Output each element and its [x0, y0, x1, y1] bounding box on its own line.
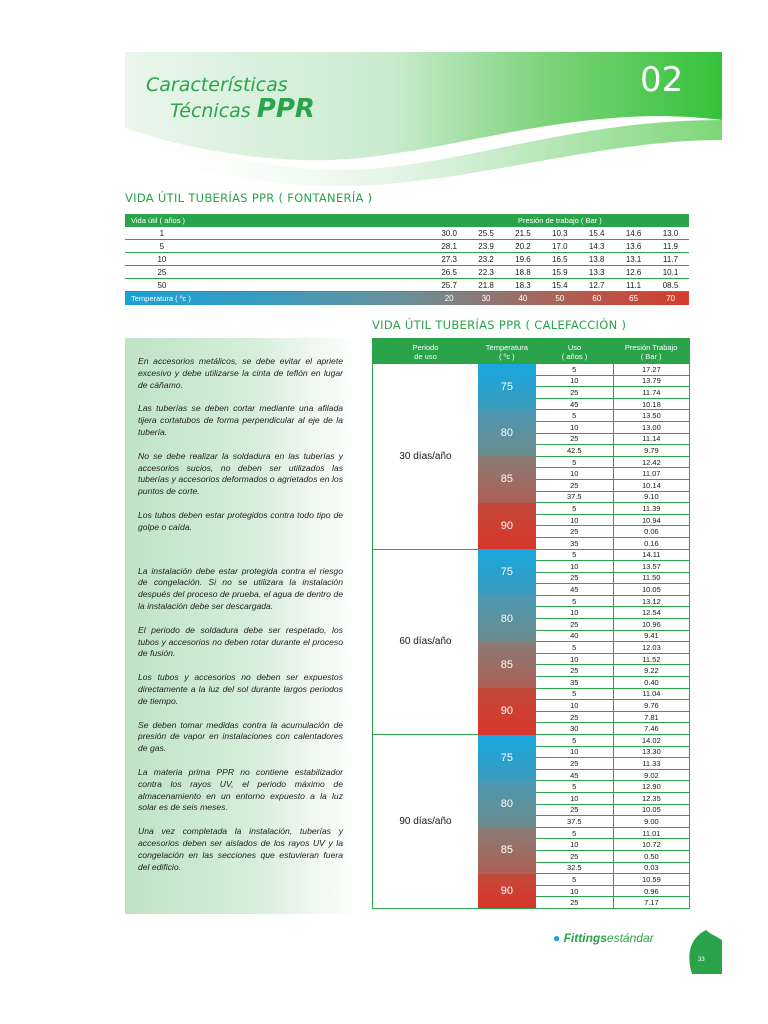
calefaccion-body	[373, 364, 690, 908]
presion-trabajo-cell: 12.42	[613, 456, 689, 468]
col-temp-label: Temperatura	[485, 342, 528, 352]
presion-trabajo-cell: 11.50	[613, 572, 689, 584]
presion-trabajo-cell: 11.33	[613, 758, 689, 770]
note-paragraph: Una vez completada la instalación, tuberías y accesorios deben ser aislados de los rayos UV y la congelación en las secciones que estuvieran fuera del edificio.	[138, 826, 343, 872]
temperatura-cell: 90	[478, 503, 536, 549]
temperatura-cell: 80	[478, 410, 536, 456]
col-vida-header: Vida útil ( años )	[125, 214, 431, 227]
presion-cell: 13.8	[578, 253, 615, 266]
uso-cell: 10	[536, 792, 614, 804]
periodo-cell: 30 días/año	[373, 364, 478, 549]
uso-cell: 25	[536, 897, 614, 909]
spacer-cell	[199, 266, 431, 279]
uso-cell: 45	[536, 769, 614, 781]
presion-trabajo-cell: 10.18	[613, 398, 689, 410]
uso-cell: 5	[536, 735, 614, 747]
presion-cell: 15.9	[541, 266, 578, 279]
fontaneria-row	[125, 279, 689, 292]
col-presion-sub: ( Bar )	[640, 351, 662, 361]
spacer-cell	[199, 292, 431, 306]
presion-trabajo-cell: 9.79	[613, 445, 689, 457]
presion-trabajo-cell: 17.27	[613, 364, 689, 375]
uso-cell: 25	[536, 479, 614, 491]
temperatura-cell: 90	[478, 874, 536, 909]
note-paragraph: La materia prima PPR no contiene estabilizador contra los rayos UV, el periodo máximo de almacenamiento en un entorno expuesto a la luz solar es de seis meses.	[138, 766, 343, 813]
uso-cell: 25	[536, 572, 614, 584]
notes-text	[138, 356, 343, 885]
page-title	[146, 74, 315, 124]
col-periodo-label: Periodo	[412, 342, 439, 352]
presion-trabajo-cell: 12.54	[613, 607, 689, 619]
uso-cell: 35	[536, 677, 614, 689]
vida-cell: 25	[125, 266, 199, 279]
fontaneria-body	[125, 227, 689, 305]
presion-trabajo-cell: 10.72	[613, 839, 689, 851]
presion-cell: 27.3	[431, 253, 468, 266]
col-temp-sub: ( ºc )	[499, 351, 515, 361]
presion-trabajo-cell: 11.39	[613, 503, 689, 515]
presion-trabajo-cell: 9.02	[613, 769, 689, 781]
presion-trabajo-cell: 10.05	[613, 804, 689, 816]
presion-cell: 21.8	[468, 279, 505, 292]
temperatura-cell: 85	[478, 827, 536, 873]
presion-cell: 13.1	[615, 253, 652, 266]
uso-cell: 25	[536, 526, 614, 538]
presion-trabajo-cell: 11.04	[613, 688, 689, 700]
uso-cell: 45	[536, 584, 614, 596]
note-paragraph: La instalación debe estar protegida contra el riesgo de congelación. Si no se utilizara la instalación después del proceso de prueba, el agua de dentro de la instalación debe ser descargada.	[138, 565, 343, 611]
presion-cell: 14.3	[578, 240, 615, 253]
presion-trabajo-cell: 9.10	[613, 491, 689, 503]
presion-cell: 21.5	[504, 227, 541, 240]
note-paragraph: En accesorios metálicos, se debe evitar el apriete excesivo y debe utilizarse la cinta de teflón en lugar de cáñamo.	[138, 356, 343, 390]
col-uso-sub: ( años )	[561, 351, 588, 361]
presion-cell: 28.1	[431, 240, 468, 253]
uso-cell: 5	[536, 642, 614, 654]
spacer-cell	[199, 227, 431, 240]
uso-cell: 35	[536, 537, 614, 549]
temperature-cell: 60	[592, 294, 602, 303]
uso-cell: 10	[536, 885, 614, 897]
presion-trabajo-cell: 10.14	[613, 479, 689, 491]
temperature-cell: 30	[481, 294, 491, 303]
spacer-cell	[199, 240, 431, 253]
presion-cell: 11.9	[652, 240, 689, 253]
uso-cell: 5	[536, 503, 614, 515]
presion-trabajo-cell: 13.12	[613, 595, 689, 607]
uso-cell: 10	[536, 468, 614, 480]
uso-cell: 5	[536, 827, 614, 839]
drop-icon: ●	[553, 931, 561, 945]
presion-trabajo-cell: 11.14	[613, 433, 689, 445]
presion-trabajo-cell: 11.52	[613, 653, 689, 665]
presion-cell: 16.5	[541, 253, 578, 266]
col-periodo-header	[373, 339, 478, 365]
uso-cell: 25	[536, 758, 614, 770]
calefaccion-row	[373, 364, 690, 375]
note-paragraph: Las tuberías se deben cortar mediante una afilada tijera cortatubos de forma perpendicular al eje de la tubería.	[138, 403, 343, 437]
uso-cell: 30	[536, 723, 614, 735]
uso-cell: 40	[536, 630, 614, 642]
spacer-cell	[199, 279, 431, 292]
presion-trabajo-cell: 10.94	[613, 514, 689, 526]
presion-cell: 13.3	[578, 266, 615, 279]
presion-trabajo-cell: 11.07	[613, 468, 689, 480]
fontaneria-row	[125, 253, 689, 266]
uso-cell: 10	[536, 561, 614, 573]
uso-cell: 25	[536, 850, 614, 862]
calefaccion-title: VIDA ÚTIL TUBERÍAS PPR ( CALEFACCIÓN )	[372, 318, 627, 332]
presion-cell: 13.0	[652, 227, 689, 240]
temperatura-cell: 90	[478, 688, 536, 734]
periodo-cell: 90 días/año	[373, 735, 478, 909]
note-paragraph: Los tubos deben estar protegidos contra todo tipo de golpe o caída.	[138, 509, 343, 532]
uso-cell: 25	[536, 665, 614, 677]
uso-cell: 25	[536, 804, 614, 816]
vida-cell: 10	[125, 253, 199, 266]
presion-cell: 18.8	[504, 266, 541, 279]
uso-cell: 10	[536, 653, 614, 665]
vida-cell: 5	[125, 240, 199, 253]
uso-cell: 5	[536, 874, 614, 886]
uso-cell: 5	[536, 688, 614, 700]
presion-cell: 14.6	[615, 227, 652, 240]
col-temp-header	[478, 339, 536, 365]
col-uso-header	[536, 339, 614, 365]
uso-cell: 45	[536, 398, 614, 410]
presion-cell: 23.2	[468, 253, 505, 266]
presion-cell: 30.0	[431, 227, 468, 240]
page-header	[0, 0, 768, 200]
presion-trabajo-cell: 0.06	[613, 526, 689, 538]
temperature-cell: 65	[629, 294, 639, 303]
uso-cell: 42.5	[536, 445, 614, 457]
presion-trabajo-cell: 9.00	[613, 816, 689, 828]
presion-trabajo-cell: 0.50	[613, 850, 689, 862]
presion-cell: 15.4	[578, 227, 615, 240]
temperature-cell: 20	[444, 294, 454, 303]
uso-cell: 5	[536, 781, 614, 793]
presion-cell: 10.1	[652, 266, 689, 279]
temperature-cell: 40	[518, 294, 528, 303]
presion-trabajo-cell: 13.50	[613, 410, 689, 422]
presion-cell: 12.7	[578, 279, 615, 292]
presion-cell: 20.2	[504, 240, 541, 253]
presion-trabajo-cell: 10.96	[613, 619, 689, 631]
uso-cell: 5	[536, 456, 614, 468]
title-line-2	[146, 96, 315, 124]
uso-cell: 25	[536, 711, 614, 723]
page-corner-leaf	[686, 930, 722, 974]
fontaneria-row	[125, 227, 689, 240]
fontaneria-title: VIDA ÚTIL TUBERÍAS PPR ( FONTANERÍA )	[125, 191, 373, 205]
presion-trabajo-cell: 13.79	[613, 375, 689, 387]
presion-cell: 26.5	[431, 266, 468, 279]
uso-cell: 10	[536, 421, 614, 433]
presion-trabajo-cell: 12.35	[613, 792, 689, 804]
presion-trabajo-cell: 11.01	[613, 827, 689, 839]
uso-cell: 25	[536, 387, 614, 399]
presion-cell: 23.9	[468, 240, 505, 253]
temperature-row	[125, 292, 689, 306]
note-paragraph: Los tubos y accesorios no deben ser expuestos directamente a la luz del sol durante largos periodos de tiempo.	[138, 672, 343, 706]
presion-trabajo-cell: 12.03	[613, 642, 689, 654]
col-uso-label: Uso	[567, 342, 582, 352]
presion-trabajo-cell: 13.00	[613, 421, 689, 433]
calefaccion-row	[373, 549, 690, 561]
uso-cell: 10	[536, 839, 614, 851]
temperatura-cell: 85	[478, 456, 536, 502]
presion-cell: 08.5	[652, 279, 689, 292]
col-presion-trabajo-header	[613, 339, 689, 365]
presion-trabajo-cell: 9.41	[613, 630, 689, 642]
presion-trabajo-cell: 0.03	[613, 862, 689, 874]
calefaccion-table	[372, 338, 690, 909]
uso-cell: 5	[536, 410, 614, 422]
calefaccion-header-row	[373, 339, 690, 365]
title-line-1: Características	[146, 74, 288, 96]
uso-cell: 10	[536, 514, 614, 526]
presion-trabajo-cell: 13.30	[613, 746, 689, 758]
vida-cell: 50	[125, 279, 199, 292]
uso-cell: 10	[536, 375, 614, 387]
temperatura-cell: 80	[478, 781, 536, 827]
presion-cell: 18.3	[504, 279, 541, 292]
presion-trabajo-cell: 0.16	[613, 537, 689, 549]
uso-cell: 5	[536, 364, 614, 375]
fontaneria-header-row	[125, 214, 689, 227]
presion-cell: 19.6	[504, 253, 541, 266]
uso-cell: 32.5	[536, 862, 614, 874]
note-paragraph: Se deben tomar medidas contra la acumulación de presión de vapor en instalaciones con calentadores de gas.	[138, 719, 343, 754]
note-paragraph: El periodo de soldadura debe ser respetado, los tubos y accesorios no deben rotar durante el proceso de fusión.	[138, 624, 343, 659]
presion-trabajo-cell: 0.40	[613, 677, 689, 689]
temperature-cell: 50	[555, 294, 565, 303]
temperature-label: Temperatura ( ºc )	[131, 294, 191, 303]
col-periodo-sub: de uso	[414, 351, 437, 361]
presion-trabajo-cell: 10.05	[613, 584, 689, 596]
presion-cell: 25.5	[468, 227, 505, 240]
periodo-cell: 60 días/año	[373, 549, 478, 735]
header-wave-graphic	[0, 0, 768, 200]
title-tecnicas: Técnicas	[170, 100, 251, 122]
temperatura-cell: 75	[478, 735, 536, 781]
brand-logo	[553, 931, 654, 945]
temperatura-cell: 75	[478, 549, 536, 595]
temperatura-cell: 75	[478, 364, 536, 410]
uso-cell: 37.5	[536, 816, 614, 828]
presion-cell: 15.4	[541, 279, 578, 292]
presion-cell: 25.7	[431, 279, 468, 292]
presion-trabajo-cell: 7.81	[613, 711, 689, 723]
brand-part-b: estándar	[606, 931, 654, 945]
presion-cell: 17.0	[541, 240, 578, 253]
title-ppr: PPR	[256, 94, 315, 124]
note-paragraph	[138, 546, 343, 554]
presion-trabajo-cell: 7.46	[613, 723, 689, 735]
temperatura-cell: 85	[478, 642, 536, 688]
col-presion-label: Presión Trabajo	[624, 342, 678, 352]
uso-cell: 5	[536, 549, 614, 561]
spacer-cell	[199, 253, 431, 266]
presion-cell: 13.6	[615, 240, 652, 253]
temperatura-cell: 80	[478, 595, 536, 641]
uso-cell: 10	[536, 746, 614, 758]
vida-cell: 1	[125, 227, 199, 240]
presion-trabajo-cell: 14.11	[613, 549, 689, 561]
chapter-number: 02	[640, 60, 684, 100]
presion-trabajo-cell: 13.57	[613, 561, 689, 573]
presion-cell: 11.1	[615, 279, 652, 292]
note-paragraph: No se debe realizar la soldadura en las tuberías y accesorios sucios, no deben ser utilizados las tuberías y accesorios deformados o agrietados en los puntos de corte.	[138, 450, 343, 497]
uso-cell: 25	[536, 619, 614, 631]
temperature-cell: 70	[666, 294, 675, 303]
col-presion-header: Presión de trabajo ( Bar )	[431, 214, 689, 227]
presion-trabajo-cell: 9.76	[613, 700, 689, 712]
presion-trabajo-cell: 11.74	[613, 387, 689, 399]
uso-cell: 10	[536, 607, 614, 619]
brand-part-a: Fittings	[563, 931, 607, 945]
calefaccion-row	[373, 735, 690, 747]
presion-cell: 12.6	[615, 266, 652, 279]
uso-cell: 5	[536, 595, 614, 607]
uso-cell: 25	[536, 433, 614, 445]
page-number: 33	[698, 957, 705, 963]
fontaneria-row	[125, 266, 689, 279]
presion-trabajo-cell: 7.17	[613, 897, 689, 909]
fontaneria-table	[125, 214, 689, 305]
presion-cell: 10.3	[541, 227, 578, 240]
presion-trabajo-cell: 12.90	[613, 781, 689, 793]
presion-trabajo-cell: 10.59	[613, 874, 689, 886]
uso-cell: 10	[536, 700, 614, 712]
presion-cell: 11.7	[652, 253, 689, 266]
uso-cell: 37.5	[536, 491, 614, 503]
presion-trabajo-cell: 14.02	[613, 735, 689, 747]
presion-cell: 22.3	[468, 266, 505, 279]
fontaneria-row	[125, 240, 689, 253]
presion-trabajo-cell: 0.96	[613, 885, 689, 897]
presion-trabajo-cell: 9.22	[613, 665, 689, 677]
